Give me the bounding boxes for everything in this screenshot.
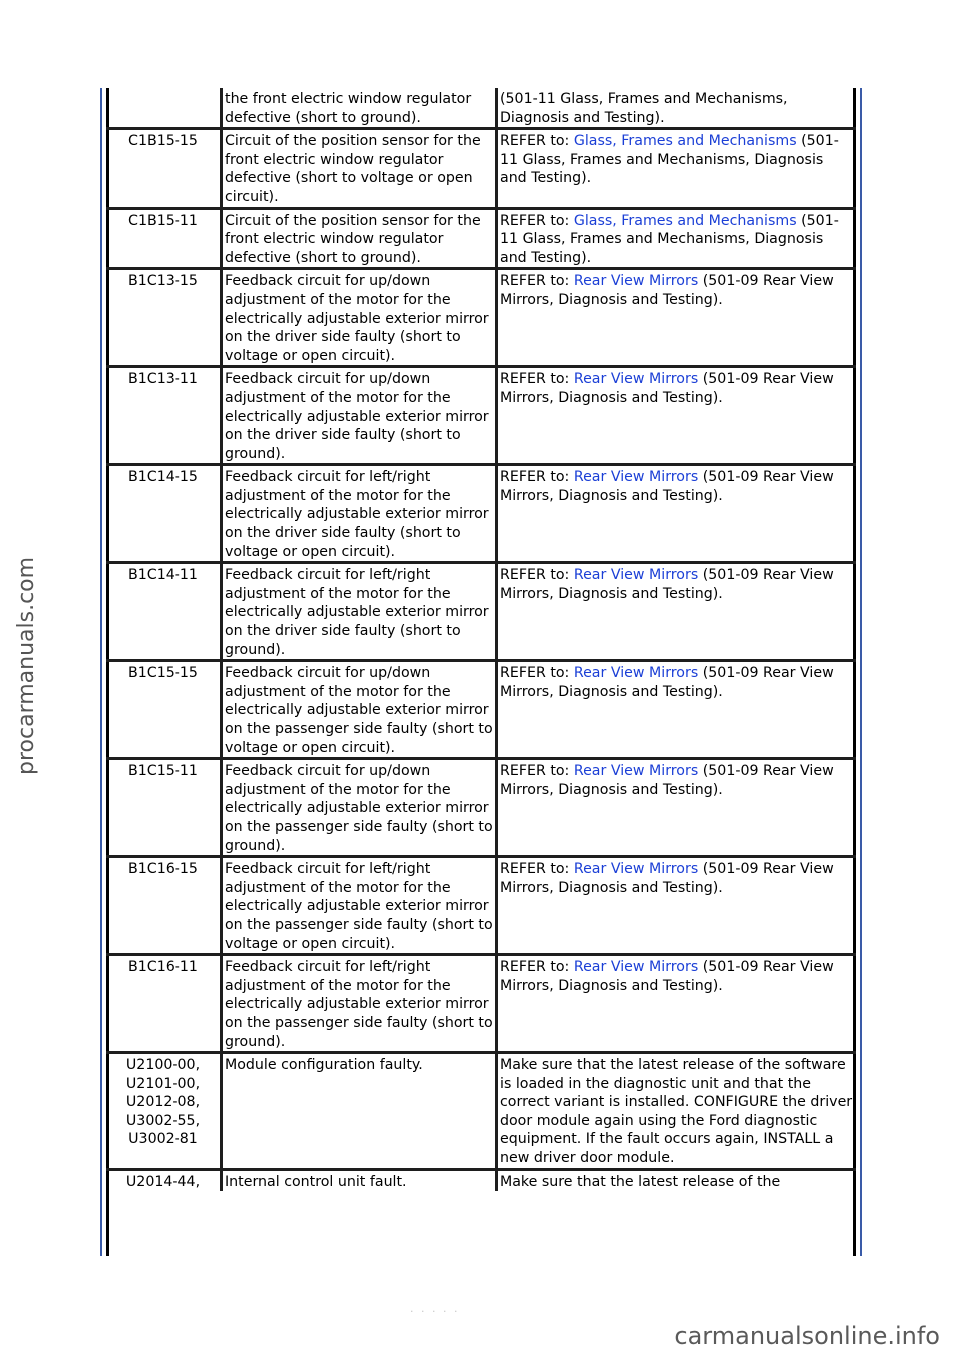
refer-link[interactable]: Glass, Frames and Mechanisms (573, 133, 797, 150)
action-text: REFER to: (500, 371, 574, 388)
page-number-faint: · · · · · (410, 1305, 460, 1318)
action-cell (497, 367, 857, 465)
dtc-code-cell: B1C16-11 (106, 955, 222, 1053)
dtc-code-cell: B1C15-15 (106, 661, 222, 759)
action-reference-text: (501-09 Rear View Mirrors, Diagnosis and Testing). (500, 665, 834, 700)
action-reference-text: (501-11 Glass, Frames and Mechanisms, Diagnosis and Testing). (500, 133, 839, 187)
table-row (106, 269, 856, 367)
action-reference-text: (501-09 Rear View Mirrors, Diagnosis and Testing). (500, 763, 834, 798)
condition-cell: Feedback circuit for left/right adjustment of the motor for the electrically adjustable exterior mirror on the driver side faulty (short to voltage or open circuit). (222, 465, 497, 563)
action-cell (497, 1169, 857, 1191)
condition-cell: Feedback circuit for left/right adjustment of the motor for the electrically adjustable exterior mirror on the passenger side faulty (short to voltage or open circuit). (222, 857, 497, 955)
table-row (106, 759, 856, 857)
action-reference-text: (501-09 Rear View Mirrors, Diagnosis and Testing). (500, 861, 834, 896)
dtc-code-cell: C1B15-15 (106, 129, 222, 208)
refer-link[interactable]: Rear View Mirrors (573, 959, 699, 976)
condition-cell: Feedback circuit for up/down adjustment of the motor for the electrically adjustable exterior mirror on the driver side faulty (short to voltage or open circuit). (222, 269, 497, 367)
condition-cell: Feedback circuit for up/down adjustment of the motor for the electrically adjustable exterior mirror on the passenger side faulty (short to ground). (222, 759, 497, 857)
condition-cell: Feedback circuit for up/down adjustment of the motor for the electrically adjustable exterior mirror on the passenger side faulty (short to voltage or open circuit). (222, 661, 497, 759)
condition-cell: Module configuration faulty. (222, 1053, 497, 1170)
dtc-code-cell: B1C15-11 (106, 759, 222, 857)
refer-link[interactable]: Rear View Mirrors (573, 273, 699, 290)
action-text: REFER to: (500, 469, 574, 486)
condition-cell: Circuit of the position sensor for the front electric window regulator defective (short to voltage or open circuit). (222, 129, 497, 208)
refer-link[interactable]: Rear View Mirrors (573, 861, 699, 878)
action-cell (497, 88, 857, 129)
action-cell (497, 759, 857, 857)
condition-cell: Circuit of the position sensor for the front electric window regulator defective (short to ground). (222, 208, 497, 269)
dtc-code-cell: U2100-00, U2101-00, U2012-08, U3002-55, U3002-81 (106, 1053, 222, 1170)
action-cell (497, 208, 857, 269)
table-row (106, 208, 856, 269)
dtc-table (106, 88, 856, 1191)
action-reference-text: (501-09 Rear View Mirrors, Diagnosis and Testing). (500, 469, 834, 504)
left-margin-rule (100, 88, 102, 1256)
dtc-code-cell: B1C14-15 (106, 465, 222, 563)
action-reference-text: (501-11 Glass, Frames and Mechanisms, Diagnosis and Testing). (500, 212, 839, 266)
right-margin-rule (860, 88, 862, 1256)
condition-cell: Feedback circuit for up/down adjustment of the motor for the electrically adjustable exterior mirror on the driver side faulty (short to ground). (222, 367, 497, 465)
side-watermark: procarmanuals.com (14, 556, 39, 775)
table-row (106, 1169, 856, 1191)
action-cell (497, 269, 857, 367)
dtc-code-cell: B1C13-11 (106, 367, 222, 465)
table-row (106, 563, 856, 661)
dtc-code-cell: C1B15-11 (106, 208, 222, 269)
refer-link[interactable]: Rear View Mirrors (573, 665, 699, 682)
action-text: REFER to: (500, 959, 574, 976)
condition-cell: the front electric window regulator defective (short to ground). (222, 88, 497, 129)
action-cell (497, 465, 857, 563)
action-cell (497, 661, 857, 759)
action-text: REFER to: (500, 665, 574, 682)
condition-cell: Feedback circuit for left/right adjustment of the motor for the electrically adjustable exterior mirror on the driver side faulty (short to ground). (222, 563, 497, 661)
action-text: Make sure that the latest release of the (500, 1173, 781, 1190)
action-cell (497, 955, 857, 1053)
action-cell (497, 1053, 857, 1170)
refer-link[interactable]: Glass, Frames and Mechanisms (573, 212, 797, 229)
condition-cell: Feedback circuit for left/right adjustment of the motor for the electrically adjustable exterior mirror on the passenger side faulty (short to ground). (222, 955, 497, 1053)
action-text: REFER to: (500, 763, 574, 780)
dtc-code-cell: U2014-44, (106, 1169, 222, 1191)
action-text: REFER to: (500, 133, 574, 150)
action-text: REFER to: (500, 567, 574, 584)
action-text: Make sure that the latest release of the software is loaded in the diagnostic unit and that the correct variant is installed. CONFIGURE the driver door module again using the Ford diagnostic equipment. If the fault occurs again, INSTALL a new driver door module. (500, 1057, 853, 1167)
action-text: REFER to: (500, 212, 574, 229)
action-text: REFER to: (500, 861, 574, 878)
dtc-code-cell: B1C13-15 (106, 269, 222, 367)
dtc-code-cell: B1C14-11 (106, 563, 222, 661)
table-row (106, 88, 856, 129)
action-reference-text: (501-09 Rear View Mirrors, Diagnosis and Testing). (500, 567, 834, 602)
table-row (106, 367, 856, 465)
table-row (106, 129, 856, 208)
bottom-watermark: carmanualsonline.info (674, 1322, 940, 1350)
condition-cell: Internal control unit fault. (222, 1169, 497, 1191)
refer-link[interactable]: Rear View Mirrors (573, 469, 699, 486)
action-reference-text: (501-11 Glass, Frames and Mechanisms, Diagnosis and Testing). (500, 91, 788, 126)
table-row (106, 1053, 856, 1170)
action-cell (497, 129, 857, 208)
action-cell (497, 857, 857, 955)
dtc-code-cell (106, 88, 222, 129)
refer-link[interactable]: Rear View Mirrors (573, 763, 699, 780)
action-cell (497, 563, 857, 661)
refer-link[interactable]: Rear View Mirrors (573, 567, 699, 584)
action-reference-text: (501-09 Rear View Mirrors, Diagnosis and Testing). (500, 273, 834, 308)
dtc-code-cell: B1C16-15 (106, 857, 222, 955)
action-reference-text: (501-09 Rear View Mirrors, Diagnosis and Testing). (500, 959, 834, 994)
table-row (106, 955, 856, 1053)
refer-link[interactable]: Rear View Mirrors (573, 371, 699, 388)
action-text: REFER to: (500, 273, 574, 290)
table-row (106, 661, 856, 759)
action-reference-text: (501-09 Rear View Mirrors, Diagnosis and Testing). (500, 371, 834, 406)
table-row (106, 857, 856, 955)
table-row (106, 465, 856, 563)
